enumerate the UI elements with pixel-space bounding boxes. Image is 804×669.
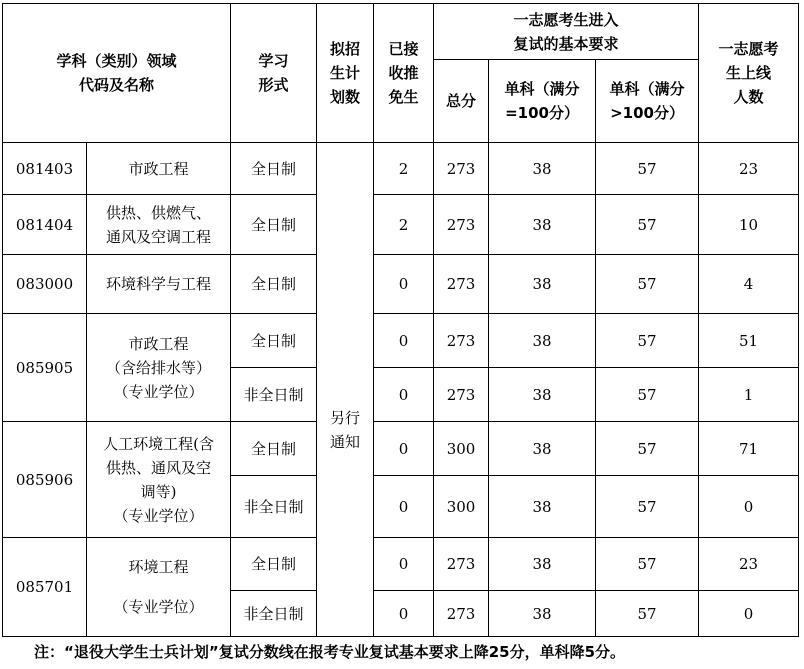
study-mode: 全日制 bbox=[231, 143, 317, 195]
single-100-score: 38 bbox=[489, 314, 596, 368]
study-mode: 全日制 bbox=[231, 195, 317, 255]
header-single-gt100: 单科（满分 >100分） bbox=[596, 60, 699, 143]
table-row bbox=[3, 195, 799, 255]
total-score: 273 bbox=[434, 255, 489, 314]
subject-name: 环境工程 （专业学位） bbox=[87, 538, 231, 637]
exempt-count: 2 bbox=[374, 195, 434, 255]
table-row bbox=[3, 422, 799, 476]
single-gt100-score: 57 bbox=[596, 255, 699, 314]
qualified-count: 0 bbox=[699, 591, 799, 637]
subject-code: 085906 bbox=[3, 422, 87, 538]
subject-name: 市政工程 bbox=[87, 143, 231, 195]
subject-name: 人工环境工程(含 供热、通风及空 调等) （专业学位） bbox=[87, 422, 231, 538]
qualified-count: 4 bbox=[699, 255, 799, 314]
table-row bbox=[3, 255, 799, 314]
header-subject: 学科（类别）领域 代码及名称 bbox=[3, 4, 231, 143]
subject-code: 081404 bbox=[3, 195, 87, 255]
exempt-count: 0 bbox=[374, 368, 434, 422]
total-score: 273 bbox=[434, 143, 489, 195]
exempt-count: 0 bbox=[374, 591, 434, 637]
header-single-100: 单科（满分 =100分） bbox=[489, 60, 596, 143]
qualified-count: 51 bbox=[699, 314, 799, 368]
single-gt100-score: 57 bbox=[596, 195, 699, 255]
single-gt100-score: 57 bbox=[596, 143, 699, 195]
exempt-count: 0 bbox=[374, 314, 434, 368]
total-score: 300 bbox=[434, 476, 489, 538]
study-mode: 全日制 bbox=[231, 538, 317, 591]
table-row bbox=[3, 143, 799, 195]
single-100-score: 38 bbox=[489, 255, 596, 314]
qualified-count: 0 bbox=[699, 476, 799, 538]
subject-name: 环境科学与工程 bbox=[87, 255, 231, 314]
single-100-score: 38 bbox=[489, 538, 596, 591]
admission-requirements-table bbox=[2, 3, 799, 637]
single-gt100-score: 57 bbox=[596, 476, 699, 538]
study-mode: 全日制 bbox=[231, 255, 317, 314]
study-mode: 全日制 bbox=[231, 314, 317, 368]
table-row bbox=[3, 538, 799, 591]
study-mode: 非全日制 bbox=[231, 368, 317, 422]
table-row bbox=[3, 314, 799, 368]
header-study-mode: 学习 形式 bbox=[231, 4, 317, 143]
qualified-count: 23 bbox=[699, 143, 799, 195]
subject-code: 085905 bbox=[3, 314, 87, 422]
single-gt100-score: 57 bbox=[596, 538, 699, 591]
header-count: 一志愿考 生上线 人数 bbox=[699, 4, 799, 143]
exempt-count: 0 bbox=[374, 476, 434, 538]
qualified-count: 71 bbox=[699, 422, 799, 476]
study-mode: 非全日制 bbox=[231, 476, 317, 538]
subject-name: 供热、供燃气、 通风及空调工程 bbox=[87, 195, 231, 255]
footnote: 注：“退役大学生士兵计划”复试分数线在报考专业复试基本要求上降25分，单科降5分。 bbox=[34, 643, 626, 661]
header-exempt: 已接 收推 免生 bbox=[374, 4, 434, 143]
subject-code: 081403 bbox=[3, 143, 87, 195]
exempt-count: 0 bbox=[374, 538, 434, 591]
exempt-count: 2 bbox=[374, 143, 434, 195]
subject-name: 市政工程 （含给排水等） （专业学位） bbox=[87, 314, 231, 422]
single-gt100-score: 57 bbox=[596, 591, 699, 637]
header-total: 总分 bbox=[434, 60, 489, 143]
single-gt100-score: 57 bbox=[596, 314, 699, 368]
total-score: 273 bbox=[434, 591, 489, 637]
study-mode: 全日制 bbox=[231, 422, 317, 476]
single-gt100-score: 57 bbox=[596, 422, 699, 476]
header-requirements: 一志愿考生进入 复试的基本要求 bbox=[434, 4, 699, 60]
single-100-score: 38 bbox=[489, 368, 596, 422]
exempt-count: 0 bbox=[374, 255, 434, 314]
subject-code: 085701 bbox=[3, 538, 87, 637]
subject-code: 083000 bbox=[3, 255, 87, 314]
total-score: 273 bbox=[434, 538, 489, 591]
single-100-score: 38 bbox=[489, 143, 596, 195]
total-score: 273 bbox=[434, 368, 489, 422]
single-gt100-score: 57 bbox=[596, 368, 699, 422]
plan-count: 另行 通知 bbox=[317, 143, 374, 637]
header-plan: 拟招 生计 划数 bbox=[317, 4, 374, 143]
qualified-count: 1 bbox=[699, 368, 799, 422]
single-100-score: 38 bbox=[489, 422, 596, 476]
single-100-score: 38 bbox=[489, 195, 596, 255]
exempt-count: 0 bbox=[374, 422, 434, 476]
total-score: 300 bbox=[434, 422, 489, 476]
qualified-count: 10 bbox=[699, 195, 799, 255]
study-mode: 非全日制 bbox=[231, 591, 317, 637]
total-score: 273 bbox=[434, 195, 489, 255]
single-100-score: 38 bbox=[489, 591, 596, 637]
single-100-score: 38 bbox=[489, 476, 596, 538]
total-score: 273 bbox=[434, 314, 489, 368]
qualified-count: 23 bbox=[699, 538, 799, 591]
